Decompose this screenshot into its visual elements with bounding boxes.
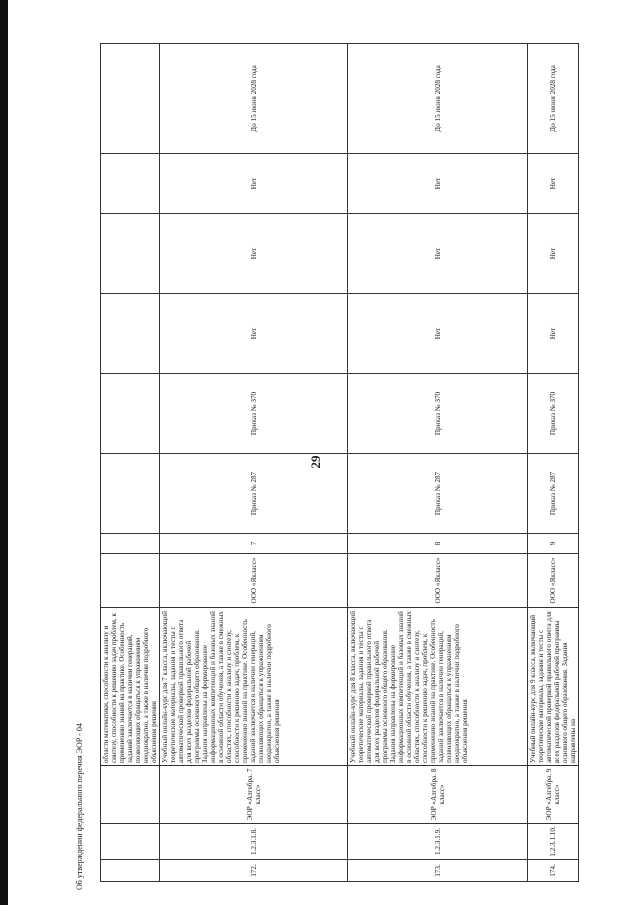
scan-edge — [0, 0, 8, 905]
order-1: Приказ № 287 — [528, 454, 579, 534]
grade: 8 — [348, 534, 528, 554]
grade: 7 — [160, 534, 348, 554]
flag-2: Нет — [160, 214, 348, 294]
continuation-row — [101, 44, 160, 882]
flag-2: Нет — [528, 214, 579, 294]
flag-1: Нет — [348, 294, 528, 374]
organization: ООО «Якласс» — [160, 554, 348, 608]
flag-3: Нет — [528, 154, 579, 214]
table-row — [348, 44, 528, 882]
registry-table — [100, 43, 579, 882]
resource-description: Учебный онлайн-курс для 7 класса, включающий теоретические материалы, задания и тесты с автоматической проверкой правильного ответа для всех разделов федеральной рабочей программы основного общего образования. Задания направлены на формирование информационных компетенций и базовых знаний в основной области обучения, а также в смежных областях, способности к анализу и синтезу, способности к решению задач, проблем, к применению знаний на практике. Особенность заданий заключается в наличии генераций, позволяющих обращаться к упражнениям неоднократно, а также в наличии подробного объяснения решения — [160, 608, 348, 766]
resource-name: ЭОР «Алгебра. 7 класс» — [160, 766, 348, 824]
resource-name: ЭОР «Алгебра. 8 класс» — [348, 766, 528, 824]
order-1: Приказ № 287 — [348, 454, 528, 534]
flag-3: Нет — [348, 154, 528, 214]
grade: 9 — [528, 534, 579, 554]
continued-description: области математики, способности к анализу и синтезу, способности к решению задач проблем, к применению знаний на практике. Особенность заданий заключается в наличии генераций, позволяющих обращаться к упражнениям неоднократно, а также в наличии подробного объяснения решения — [101, 608, 160, 766]
row-number: 174. — [528, 860, 579, 882]
row-number: 173. — [348, 860, 528, 882]
order-2: Приказ № 370 — [528, 374, 579, 454]
table-row — [528, 44, 579, 882]
order-1: Приказ № 287 — [160, 454, 348, 534]
flag-1: Нет — [528, 294, 579, 374]
organization: ООО «Якласс» — [528, 554, 579, 608]
organization: ООО «Якласс» — [348, 554, 528, 608]
table-row — [160, 44, 348, 882]
footer-note: Об утверждении федерального перечня ЭОР - 04 — [75, 723, 84, 890]
registry-table-rotated — [100, 44, 577, 882]
row-code: 1.2.3.1.8. — [160, 824, 348, 860]
flag-3: Нет — [160, 154, 348, 214]
deadline: До 15 июня 2028 года — [348, 44, 528, 154]
row-code: 1.2.3.1.10. — [528, 824, 579, 860]
deadline: До 15 июня 2028 года — [160, 44, 348, 154]
flag-2: Нет — [348, 214, 528, 294]
resource-name: ЭОР «Алгебра. 9 класс» — [528, 766, 579, 824]
resource-description: Учебный онлайн-курс для 9 класса, включающий теоретические материалы, задания и тесты с автоматической проверкой правильного ответа для всех разделов федеральной рабочей программы основного общего образования. Задания направлены на — [528, 608, 579, 766]
row-number: 172. — [160, 860, 348, 882]
resource-description: Учебный онлайн-курс для 8 класса, включающий теоретические материалы, задания и тесты с автоматической проверкой правильного ответа для всех разделов федеральной рабочей программы основного общего образования. Задания направлены на формирование информационных компетенций и базовых знаний в основной области обучения, а также в смежных областях, способности к анализу и синтезу, способности к решению задач, проблем, к применению знаний на практике. Особенность заданий заключается в наличии генераций, позволяющих обращаться к упражнениям неоднократно, а также в наличии подробного объяснения решения — [348, 608, 528, 766]
flag-1: Нет — [160, 294, 348, 374]
order-2: Приказ № 370 — [160, 374, 348, 454]
row-code: 1.2.3.1.9. — [348, 824, 528, 860]
deadline: До 15 июня 2028 года — [528, 44, 579, 154]
page-number: 29 — [308, 455, 323, 469]
order-2: Приказ № 370 — [348, 374, 528, 454]
